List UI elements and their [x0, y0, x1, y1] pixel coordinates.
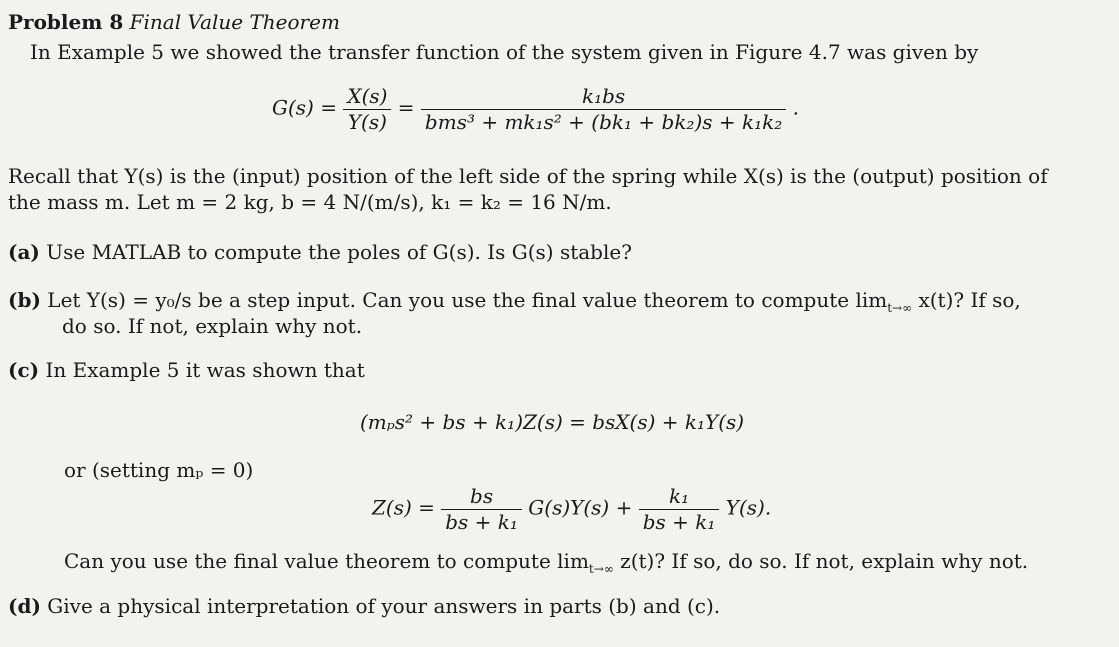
part-a-label: (a) — [8, 240, 40, 264]
eq3-frac1-numerator: bs — [441, 484, 522, 510]
recall-line-1: Recall that Y(s) is the (input) position of the left side of the spring while X(s) is the (output) position of — [8, 164, 1048, 188]
part-c-or-text: or (setting mₚ = 0) — [64, 458, 254, 482]
eq3-lhs: Z(s) = — [372, 495, 435, 520]
part-d-label: (d) — [8, 594, 41, 618]
part-b-line1-end: x(t)? If so, — [918, 288, 1021, 312]
eq1-frac1-numerator: X(s) — [343, 84, 391, 110]
problem-heading — [8, 10, 340, 34]
part-c-question — [64, 549, 1028, 581]
problem-label: Problem 8 — [8, 10, 124, 34]
eq2-equation: (mₚs² + bs + k₁)Z(s) = bsX(s) + k₁Y(s) — [360, 410, 745, 434]
part-c-label: (c) — [8, 358, 40, 382]
part-d-text: Give a physical interpretation of your answers in parts (b) and (c). — [47, 594, 721, 618]
eq1-fraction-1 — [343, 84, 391, 134]
part-b-lim-subscript: t→∞ — [887, 301, 913, 315]
eq1-frac1-denominator: Y(s) — [347, 110, 387, 134]
part-a — [8, 240, 632, 264]
part-c-question-end: z(t)? If so, do so. If not, explain why not. — [620, 549, 1029, 573]
eq3-frac1-denominator: bs + k₁ — [445, 510, 518, 534]
intro-text: In Example 5 we showed the transfer function of the system given in Figure 4.7 was given by — [30, 40, 979, 64]
eq1-equals: = — [397, 95, 415, 120]
part-b-line2: do so. If not, explain why not. — [62, 314, 363, 338]
eq1-period: . — [792, 95, 799, 120]
recall-line-2: the mass m. Let m = 2 kg, b = 4 N/(m/s), k₁ = k₂ = 16 N/m. — [8, 190, 612, 214]
part-d — [8, 594, 720, 618]
part-c-text: In Example 5 it was shown that — [45, 358, 365, 382]
eq3-frac2-numerator: k₁ — [639, 484, 720, 510]
part-b-line1: Let Y(s) = y₀/s be a step input. Can you use the final value theorem to compute lim — [47, 288, 888, 312]
eq1-fraction-2 — [421, 84, 786, 134]
part-c-lim-subscript: t→∞ — [588, 562, 614, 576]
problem-subtitle: Final Value Theorem — [129, 10, 340, 34]
part-c — [8, 358, 365, 382]
eq3-equation — [372, 484, 771, 534]
part-b-label: (b) — [8, 288, 41, 312]
transfer-function-equation — [272, 84, 799, 134]
eq3-fraction-2 — [639, 484, 720, 534]
eq1-frac2-denominator: bms³ + mk₁s² + (bk₁ + bk₂)s + k₁k₂ — [424, 110, 783, 134]
eq1-lhs: G(s) = — [272, 95, 337, 120]
part-c-question-text: Can you use the final value theorem to compute lim — [64, 549, 589, 573]
eq3-frac2-denominator: bs + k₁ — [642, 510, 716, 534]
part-a-text: Use MATLAB to compute the poles of G(s). Is G(s) stable? — [46, 240, 632, 264]
eq1-frac2-numerator: k₁bs — [421, 84, 786, 110]
eq3-end: Y(s). — [725, 495, 772, 520]
eq3-middle: G(s)Y(s) + — [528, 495, 633, 520]
eq3-fraction-1 — [441, 484, 522, 534]
